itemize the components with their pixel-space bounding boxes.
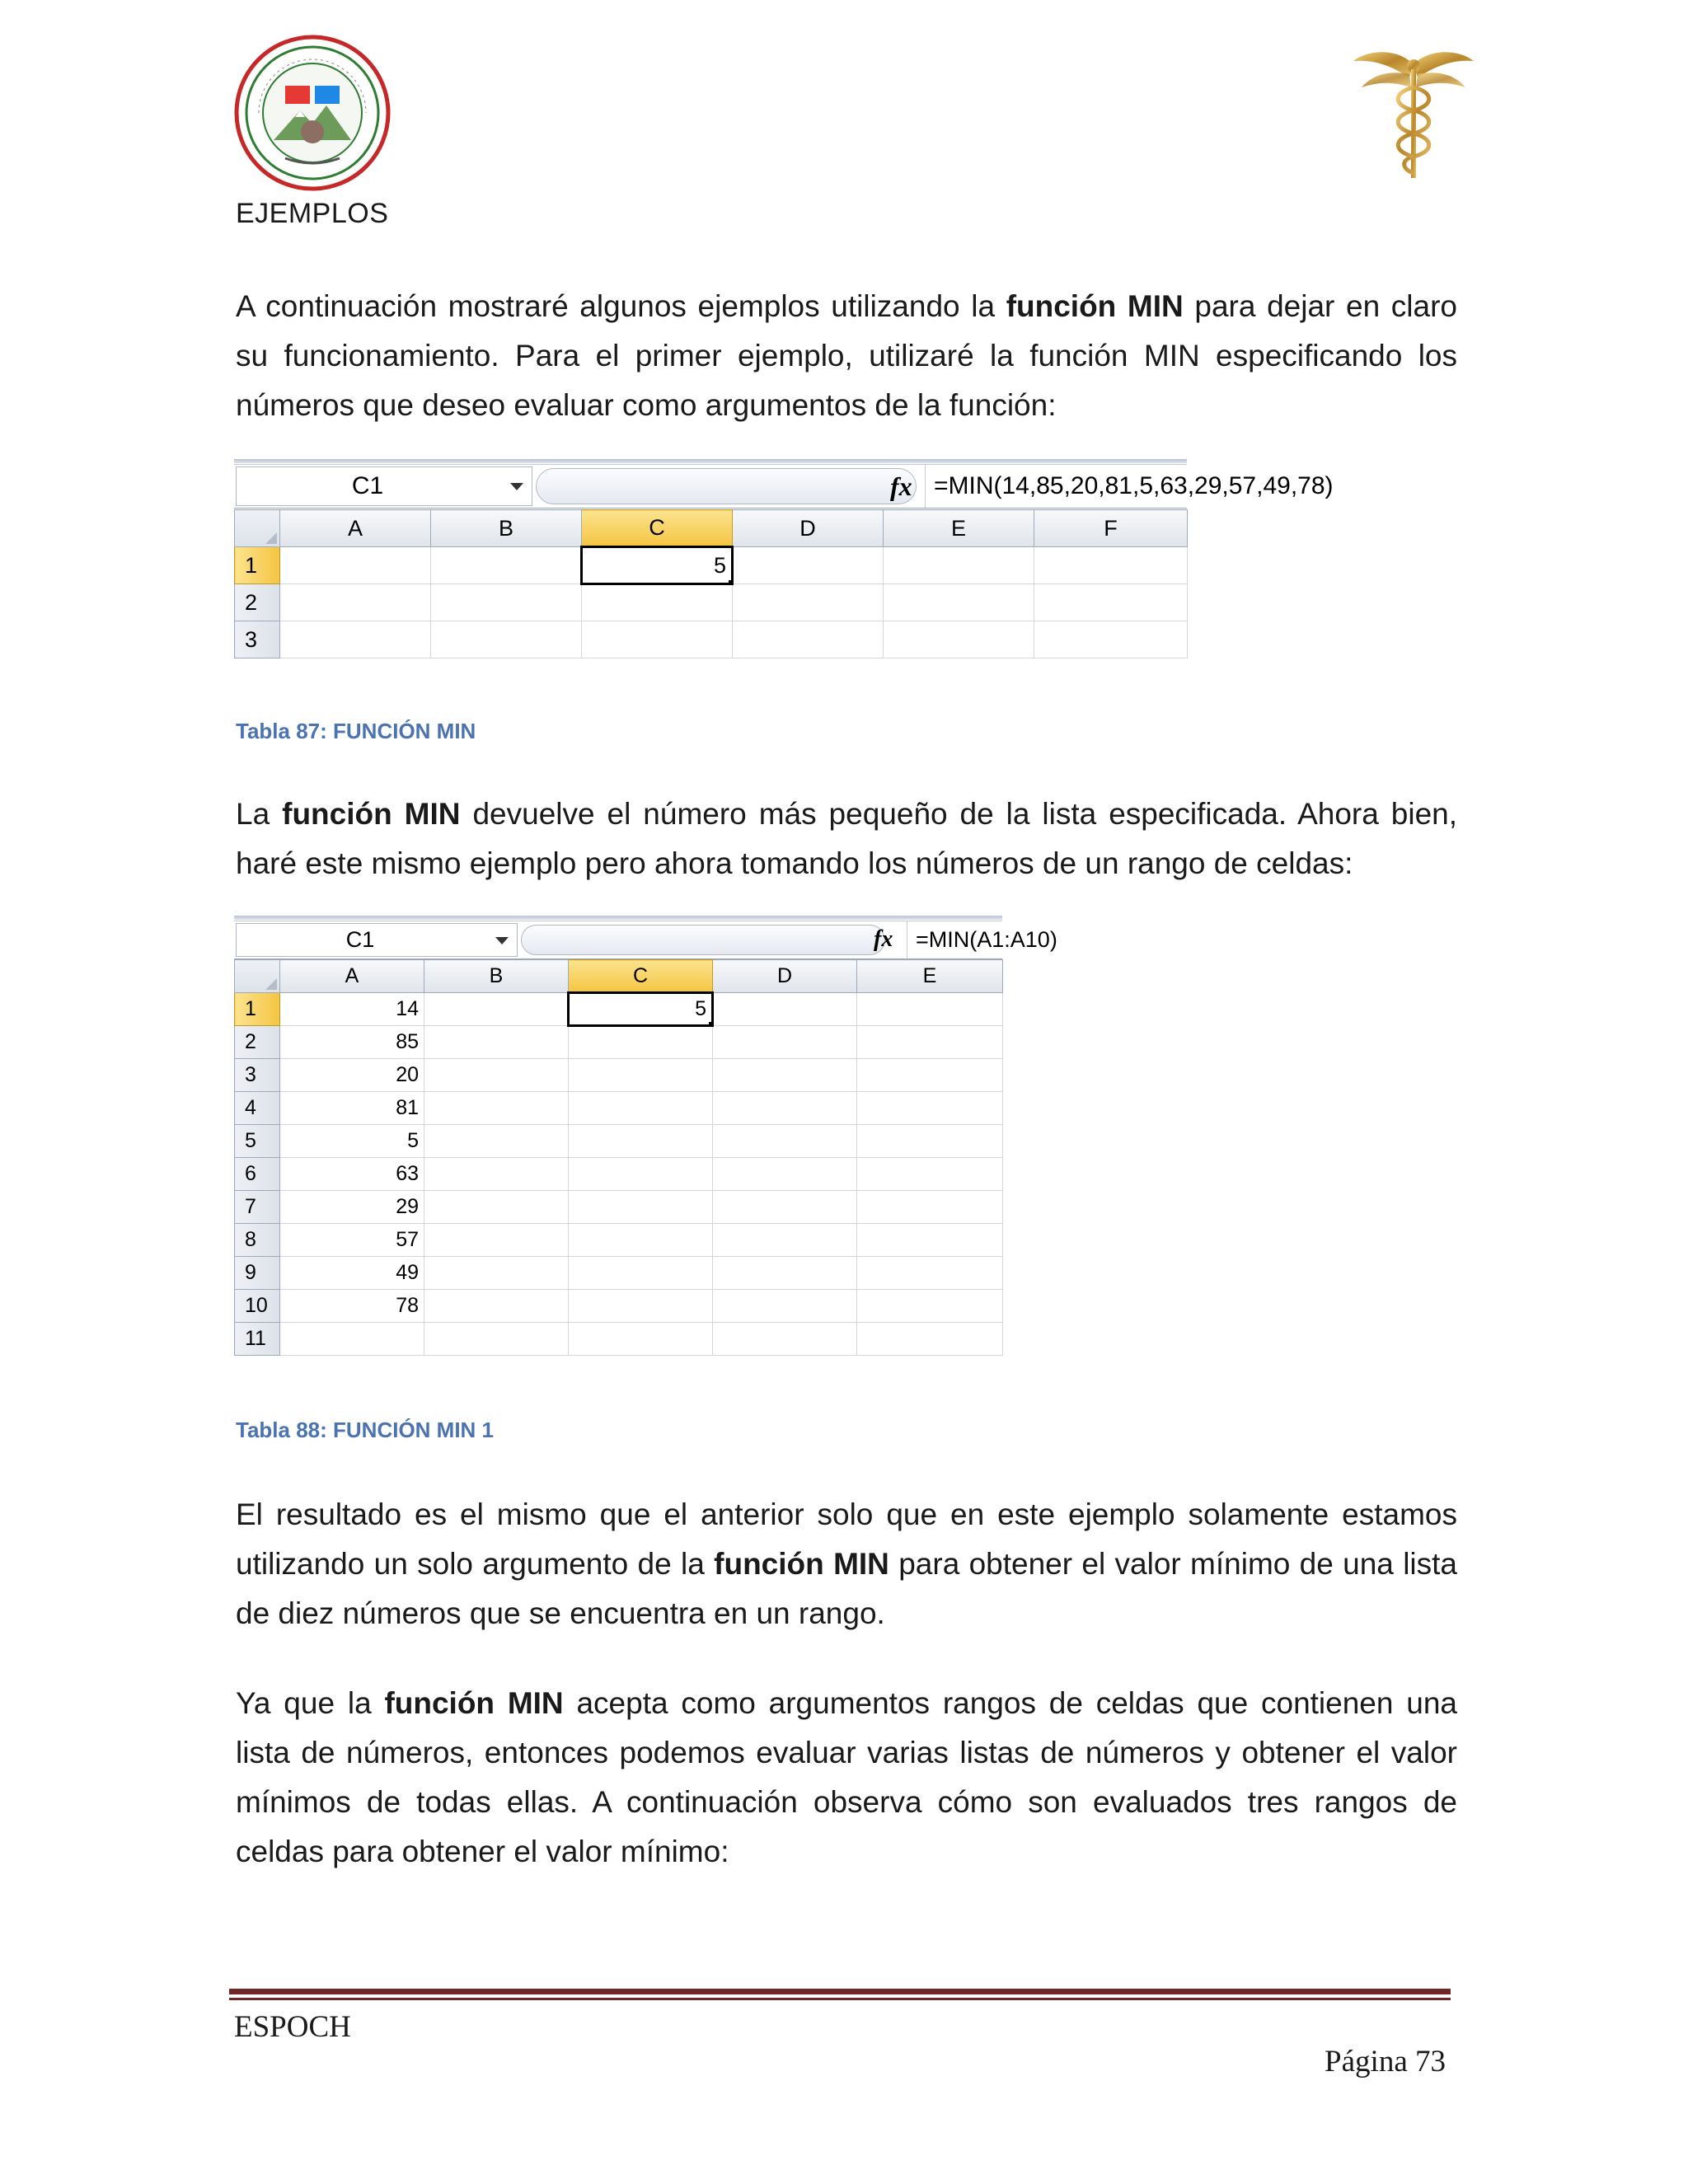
column-header[interactable]: A [280,510,431,547]
cell-grid [234,959,1003,1356]
cell[interactable] [280,547,431,584]
insert-function-icon[interactable]: fx [874,926,893,952]
cell-a[interactable] [280,1323,424,1356]
cell[interactable] [857,1257,1003,1290]
cell[interactable] [713,1125,857,1158]
cell[interactable] [884,584,1034,621]
cell[interactable] [857,1158,1003,1191]
row-header[interactable]: 10 [235,1290,280,1323]
cell[interactable] [884,547,1034,584]
paragraph-range-explanation: El resultado es el mismo que el anterior solo que en este ejemplo solamente estamos utilizando un solo argumento de la función MIN para obtener el valor mínimo de una lista de diez números que se encuentra en un rango. [236,1497,1458,1630]
cell[interactable] [857,1224,1003,1257]
cell[interactable] [713,1224,857,1257]
cell[interactable] [431,584,582,621]
cell[interactable] [857,993,1003,1026]
cell[interactable] [713,1323,857,1356]
row-header[interactable]: 2 [235,584,280,621]
column-header[interactable]: B [431,510,582,547]
cell[interactable] [733,584,884,621]
cell-a[interactable]: 5 [280,1125,424,1158]
name-box[interactable]: C1 [236,923,518,957]
cell[interactable] [1034,584,1188,621]
cell[interactable] [857,1125,1003,1158]
paragraph-intro: A continuación mostraré algunos ejemplos utilizando la función MIN para dejar en claro su funcionamiento. Para el primer ejemplo, utilizaré la función MIN especificando los números que deseo evaluar como argumentos de la función: [236,289,1457,422]
cell[interactable] [424,1092,569,1125]
formula-input[interactable]: =MIN(A1:A10) [907,921,1002,958]
formula-input[interactable]: =MIN(14,85,20,81,5,63,29,57,49,78) [925,465,1187,508]
figure-caption: Tabla 88: FUNCIÓN MIN 1 [236,1418,495,1442]
cell[interactable] [569,1323,713,1356]
cell[interactable] [713,1026,857,1059]
row-header[interactable]: 3 [235,621,280,658]
column-header-selected[interactable]: C [569,960,713,993]
footer-institution: ESPOCH [234,2010,351,2044]
name-box[interactable]: C1 [236,466,532,506]
cell[interactable] [424,1125,569,1158]
select-all-corner[interactable] [235,510,280,547]
cell[interactable] [431,621,582,658]
cell-a[interactable]: 57 [280,1224,424,1257]
formula-bar [234,921,1057,959]
cell[interactable] [1034,621,1188,658]
row-header[interactable]: 11 [235,1323,280,1356]
select-all-corner[interactable] [235,960,280,993]
active-cell-c1[interactable]: 5 [569,993,713,1026]
cell[interactable] [713,1290,857,1323]
cell[interactable] [424,1257,569,1290]
cell[interactable] [857,1191,1003,1224]
cell[interactable] [431,547,582,584]
cell-a[interactable]: 20 [280,1059,424,1092]
row-header-selected[interactable]: 1 [235,547,280,584]
cell-a[interactable]: 29 [280,1191,424,1224]
chevron-down-icon[interactable] [495,937,509,944]
paragraph-multiple-ranges: Ya que la función MIN acepta como argumentos rangos de celdas que contienen una lista de números, entonces podemos evaluar varias listas de números y obtener el valor mínimos de todas ellas. A continuación observa cómo son evaluados tres rangos de celdas para obtener el valor mínimo: [236,1686,1458,1868]
figure-caption: Tabla 87: FUNCIÓN MIN [236,719,476,743]
cell[interactable] [582,584,733,621]
cell-a[interactable]: 81 [280,1092,424,1125]
chevron-down-icon[interactable] [510,483,523,490]
cell[interactable] [424,1290,569,1323]
insert-function-icon[interactable]: fx [890,471,912,501]
footer-rule [229,1989,1451,1994]
footer-rule [229,1998,1451,2000]
row-header[interactable]: 3 [235,1059,280,1092]
cell[interactable] [424,1059,569,1092]
cell[interactable] [857,1059,1003,1092]
cell-a[interactable]: 63 [280,1158,424,1191]
row-header[interactable]: 9 [235,1257,280,1290]
cell[interactable] [713,1191,857,1224]
row-header[interactable]: 8 [235,1224,280,1257]
cell[interactable] [424,993,569,1026]
espoch-seal-icon [234,35,391,191]
section-label: EJEMPLOS [236,198,389,229]
cell[interactable] [569,1092,713,1125]
spreadsheet-figure-1 [234,459,1334,673]
cell[interactable] [569,1290,713,1323]
formula-bar-splitter[interactable] [521,925,885,955]
formula-bar [234,464,1334,509]
row-header[interactable]: 5 [235,1125,280,1158]
cell[interactable] [424,1191,569,1224]
column-header[interactable]: E [884,510,1034,547]
column-header[interactable]: E [857,960,1003,993]
cell-grid [234,509,1188,658]
caduceus-icon [1352,41,1475,181]
cell[interactable] [857,1323,1003,1356]
column-header[interactable]: F [1034,510,1188,547]
cell[interactable] [569,1026,713,1059]
cell[interactable] [713,1059,857,1092]
cell-a[interactable]: 78 [280,1290,424,1323]
formula-bar-splitter[interactable] [536,468,917,504]
cell[interactable] [569,1257,713,1290]
cell[interactable] [280,621,431,658]
cell[interactable] [713,993,857,1026]
cell[interactable] [424,1323,569,1356]
cell[interactable] [884,621,1034,658]
cell[interactable] [582,621,733,658]
column-header[interactable]: D [713,960,857,993]
cell[interactable] [280,584,431,621]
row-header[interactable]: 6 [235,1158,280,1191]
row-header[interactable]: 4 [235,1092,280,1125]
cell[interactable] [857,1290,1003,1323]
cell[interactable] [569,1059,713,1092]
cell[interactable] [713,1257,857,1290]
column-header[interactable]: A [280,960,424,993]
cell[interactable] [1034,547,1188,584]
row-header[interactable]: 2 [235,1026,280,1059]
cell[interactable] [569,1191,713,1224]
paragraph-min-result: La función MIN devuelve el número más pequeño de la lista especificada. Ahora bien, haré este mismo ejemplo pero ahora tomando los números de un rango de celdas: [236,797,1458,880]
cell-a[interactable]: 85 [280,1026,424,1059]
cell[interactable] [857,1026,1003,1059]
spreadsheet-figure-2 [234,916,1057,1366]
column-header-selected[interactable]: C [582,510,733,547]
page-number: Página 73 [1325,2045,1446,2079]
active-cell-c1[interactable]: 5 [582,547,733,584]
cell[interactable] [424,1224,569,1257]
cell[interactable] [713,1092,857,1125]
cell[interactable] [569,1224,713,1257]
cell-a[interactable]: 14 [280,993,424,1026]
row-header[interactable]: 7 [235,1191,280,1224]
column-header[interactable]: D [733,510,884,547]
cell[interactable] [424,1158,569,1191]
row-header-selected[interactable]: 1 [235,993,280,1026]
cell[interactable] [857,1092,1003,1125]
cell[interactable] [569,1158,713,1191]
cell[interactable] [733,547,884,584]
column-header[interactable]: B [424,960,569,993]
cell[interactable] [733,621,884,658]
cell-a[interactable]: 49 [280,1257,424,1290]
cell[interactable] [713,1158,857,1191]
cell[interactable] [569,1125,713,1158]
cell[interactable] [424,1026,569,1059]
